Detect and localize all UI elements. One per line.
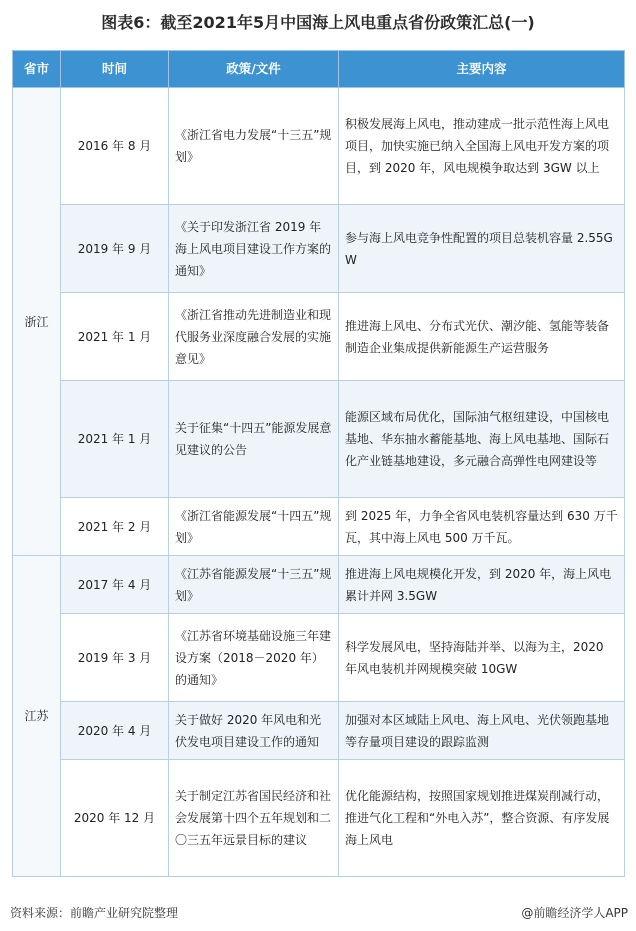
content-cell: 科学发展风电，坚持海陆并举、以海为主，2020 年风电装机并网规模突破 10GW (339, 614, 625, 702)
table-row (13, 556, 625, 614)
table-title: 图表6：截至2021年5月中国海上风电重点省份政策汇总(一) (101, 13, 535, 32)
header-content: 主要内容 (339, 51, 625, 88)
document-cell: 《浙江省电力发展“十三五”规划》 (169, 88, 339, 205)
content-cell: 到 2025 年，力争全省风电装机容量达到 630 万千瓦，其中海上风电 500 万千瓦。 (339, 498, 625, 556)
content-cell: 积极发展海上风电，推动建成一批示范性海上风电项目，加快实施已纳入全国海上风电开发方案的项目，到 2020 年，风电规模争取达到 3GW 以上 (339, 88, 625, 205)
date-cell: 2016 年 8 月 (61, 88, 169, 205)
document-cell: 《浙江省能源发展“十四五”规划》 (169, 498, 339, 556)
date-cell: 2020 年 4 月 (61, 702, 169, 760)
policy-table (12, 50, 625, 877)
table-row (13, 614, 625, 702)
date-cell: 2021 年 1 月 (61, 381, 169, 498)
date-cell: 2021 年 2 月 (61, 498, 169, 556)
document-cell: 《江苏省能源发展“十三五”规划》 (169, 556, 339, 614)
table-row (13, 205, 625, 293)
date-cell: 2020 年 12 月 (61, 760, 169, 877)
content-cell: 能源区域布局优化，国际油气枢纽建设，中国核电基地、华东抽水蓄能基地、海上风电基地、国际石化产业链基地建设，多元融合高弹性电网建设等 (339, 381, 625, 498)
province-cell-zhejiang: 浙江 (13, 88, 61, 556)
header-document: 政策/文件 (169, 51, 339, 88)
table-row (13, 88, 625, 205)
date-cell: 2021 年 1 月 (61, 293, 169, 381)
source-note: 资料来源：前瞻产业研究院整理 (10, 906, 179, 920)
content-cell: 推进海上风电、分布式光伏、潮汐能、氢能等装备制造企业集成提供新能源生产运营服务 (339, 293, 625, 381)
document-cell: 《浙江省推动先进制造业和现代服务业深度融合发展的实施意见》 (169, 293, 339, 381)
content-cell: 优化能源结构，按照国家规划推进煤炭削减行动，推进气化工程和“外电入苏”，整合资源、有序发展海上风电 (339, 760, 625, 877)
content-cell: 参与海上风电竞争性配置的项目总装机容量 2.55GW (339, 205, 625, 293)
content-cell: 推进海上风电规模化开发，到 2020 年，海上风电累计并网 3.5GW (339, 556, 625, 614)
table-row (13, 293, 625, 381)
province-cell-jiangsu: 江苏 (13, 556, 61, 877)
table-row (13, 498, 625, 556)
date-cell: 2017 年 4 月 (61, 556, 169, 614)
brand-credit: @前瞻经济学人APP (521, 906, 628, 920)
document-cell: 关于做好 2020 年风电和光伏发电项目建设工作的通知 (169, 702, 339, 760)
table-row (13, 381, 625, 498)
header-province: 省市 (13, 51, 61, 88)
table-row (13, 760, 625, 877)
header-date: 时间 (61, 51, 169, 88)
document-cell: 关于征集“十四五”能源发展意见建议的公告 (169, 381, 339, 498)
header-row (13, 51, 625, 88)
document-cell: 《关于印发浙江省 2019 年海上风电项目建设工作方案的通知》 (169, 205, 339, 293)
date-cell: 2019 年 9 月 (61, 205, 169, 293)
document-cell: 关于制定江苏省国民经济和社会发展第十四个五年规划和二〇三五年远景目标的建议 (169, 760, 339, 877)
date-cell: 2019 年 3 月 (61, 614, 169, 702)
content-cell: 加强对本区域陆上风电、海上风电、光伏领跑基地等存量项目建设的跟踪监测 (339, 702, 625, 760)
document-cell: 《江苏省环境基础设施三年建设方案（2018－2020 年）的通知》 (169, 614, 339, 702)
table-row (13, 702, 625, 760)
